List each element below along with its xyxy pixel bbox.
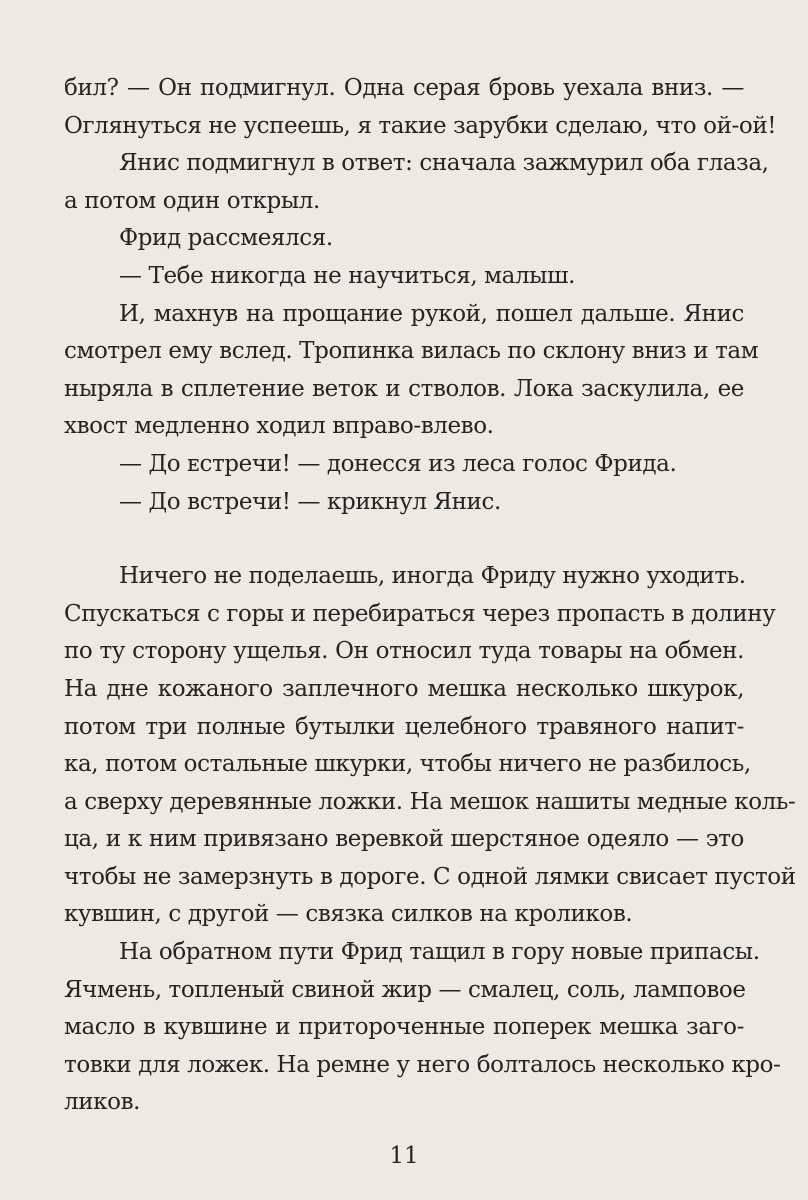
text-line: На дне кожаного заплечного мешка несколько шкурок, <box>64 675 744 702</box>
text-line: — До ᴇстречи! — донесся из леса голос Фрида. <box>119 450 677 477</box>
text-line: — До встречи! — крикнул Янис. <box>119 488 501 515</box>
text-line: ца, и к ним привязано веревкой шерстяное одеяло — это <box>64 826 744 853</box>
text-line: ликов. <box>64 1089 141 1116</box>
paragraph <box>64 558 796 934</box>
paragraph <box>64 934 781 1122</box>
text-line: кувшин, с другой — связка силков на кроликов. <box>64 901 633 928</box>
text-line: товки для ложек. На ремне у него болталось несколько кро- <box>64 1051 781 1078</box>
text-line: а сверху деревянные ложки. На мешок нашиты медные коль- <box>64 788 796 815</box>
text-line: Янис подмигнул в ответ: сначала зажмурил оба глаза, <box>119 150 769 177</box>
page-text <box>64 70 796 1122</box>
text-line: масло в кувшине и приторoченные поперек мешка заго- <box>64 1014 744 1041</box>
text-line: — Тебе никогда не научиться, малыш. <box>119 262 575 289</box>
text-line: Ячмень, топленый свиной жир — смалец, соль, ламповое <box>64 976 746 1003</box>
text-line: Спускаться с горы и перебираться через пропасть в долину <box>64 600 776 627</box>
paragraph <box>64 258 744 296</box>
section-break <box>64 521 744 558</box>
text-line: по ту сторону ущелья. Он относил туда товары на обмен. <box>64 638 744 665</box>
text-line: Фрид рассмеялся. <box>119 225 333 252</box>
page-number: 11 <box>389 1143 419 1169</box>
text-line: Ничего не поделаешь, иногда Фриду нужно уходить. <box>119 563 746 590</box>
paragraph <box>64 145 769 220</box>
text-line: хвост медленно ходил вправо-влево. <box>64 413 494 440</box>
paragraph <box>64 220 744 258</box>
paragraph <box>64 446 744 484</box>
text-line: ка, потом остальные шкурки, чтобы ничего не разбилось, <box>64 751 751 778</box>
text-line: бил? — Он подмигнул. Одна серая бровь уехала вниз. — <box>64 75 744 101</box>
text-line: ныряла в сплетение веток и стволов. Лока заскулила, ее <box>64 375 744 402</box>
text-line: На обратном пути Фрид тащил в гору новые припасы. <box>119 939 760 966</box>
text-line: Оглянуться не успеешь, я такие зарубки сделаю, что ой-ой! <box>64 112 777 139</box>
paragraph <box>64 70 777 145</box>
text-line: смотрел ему вслед. Тропинка вилась по склону вниз и там <box>64 338 759 365</box>
paragraph <box>64 296 759 446</box>
paragraph <box>64 484 744 522</box>
text-line: И, махнув на прощание рукой, пошел дальше. Янис <box>119 300 744 327</box>
text-line: потом три полные бутылки целебного травяного напит- <box>64 713 744 740</box>
text-line: а потом один открыл. <box>64 187 320 214</box>
text-line: чтобы не замерзнуть в дороге. С одной лямки свисает пустой <box>64 863 796 890</box>
